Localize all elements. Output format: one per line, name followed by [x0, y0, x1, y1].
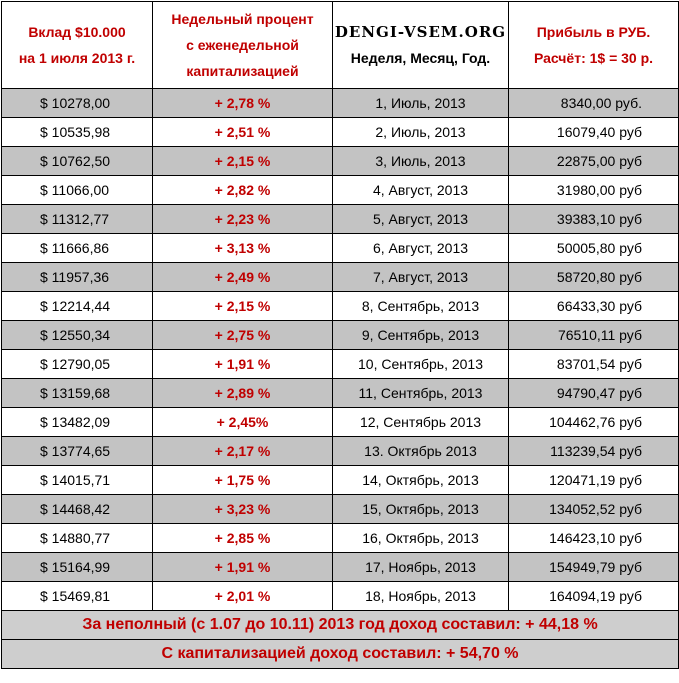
deposit-cell: $ 12550,34 — [2, 321, 153, 350]
percent-cell: + 2,49 % — [153, 263, 333, 292]
deposit-cell: $ 12214,44 — [2, 292, 153, 321]
period-cell: 12, Сентябрь 2013 — [333, 408, 509, 437]
profit-cell: 8340,00 руб. — [509, 89, 679, 118]
percent-cell: + 2,75 % — [153, 321, 333, 350]
percent-cell: + 3,23 % — [153, 495, 333, 524]
header-percent-line3: капитализацией — [186, 63, 299, 79]
table-row — [2, 379, 679, 408]
profit-cell: 22875,00 руб — [509, 147, 679, 176]
header-profit-line2: Расчёт: 1$ = 30 р. — [533, 50, 654, 66]
profit-cell: 146423,10 руб — [509, 524, 679, 553]
profit-cell: 134052,52 руб — [509, 495, 679, 524]
percent-cell: + 2,01 % — [153, 582, 333, 611]
percent-cell: + 2,85 % — [153, 524, 333, 553]
header-percent-line1: Недельный процент — [171, 11, 314, 27]
profit-cell: 94790,47 руб — [509, 379, 679, 408]
percent-cell: + 2,82 % — [153, 176, 333, 205]
table-row — [2, 437, 679, 466]
deposit-cell: $ 10278,00 — [2, 89, 153, 118]
profit-cell: 50005,80 руб — [509, 234, 679, 263]
percent-cell: + 2,45% — [153, 408, 333, 437]
deposit-cell: $ 15469,81 — [2, 582, 153, 611]
deposit-cell: $ 15164,99 — [2, 553, 153, 582]
deposit-cell: $ 13774,65 — [2, 437, 153, 466]
header-period — [333, 2, 509, 89]
period-cell: 17, Ноябрь, 2013 — [333, 553, 509, 582]
header-profit — [509, 2, 679, 89]
table-row — [2, 234, 679, 263]
profit-cell: 66433,30 руб — [509, 292, 679, 321]
table-row — [2, 292, 679, 321]
footer-summary: За неполный (с 1.07 до 10.11) 2013 год доход составил: + 44,18 % — [2, 611, 679, 640]
period-cell: 18, Ноябрь, 2013 — [333, 582, 509, 611]
table-row — [2, 205, 679, 234]
period-cell: 15, Октябрь, 2013 — [333, 495, 509, 524]
table-row — [2, 176, 679, 205]
period-cell: 13. Октябрь 2013 — [333, 437, 509, 466]
profit-cell: 164094,19 руб — [509, 582, 679, 611]
period-cell: 7, Август, 2013 — [333, 263, 509, 292]
header-row — [2, 2, 679, 89]
period-cell: 4, Август, 2013 — [333, 176, 509, 205]
profit-cell: 113239,54 руб — [509, 437, 679, 466]
profit-cell: 58720,80 руб — [509, 263, 679, 292]
profit-cell: 83701,54 руб — [509, 350, 679, 379]
table-row — [2, 89, 679, 118]
table-row — [2, 263, 679, 292]
header-percent — [153, 2, 333, 89]
percent-cell: + 2,89 % — [153, 379, 333, 408]
profit-cell: 39383,10 руб — [509, 205, 679, 234]
percent-cell: + 1,91 % — [153, 350, 333, 379]
percent-cell: + 1,91 % — [153, 553, 333, 582]
period-cell: 3, Июль, 2013 — [333, 147, 509, 176]
profit-cell: 104462,76 руб — [509, 408, 679, 437]
percent-cell: + 2,23 % — [153, 205, 333, 234]
deposit-cell: $ 11957,36 — [2, 263, 153, 292]
profit-cell: 31980,00 руб — [509, 176, 679, 205]
header-deposit — [2, 2, 153, 89]
table-row — [2, 408, 679, 437]
percent-cell: + 1,75 % — [153, 466, 333, 495]
table-row — [2, 582, 679, 611]
percent-cell: + 2,51 % — [153, 118, 333, 147]
deposit-cell: $ 14880,77 — [2, 524, 153, 553]
table-row — [2, 350, 679, 379]
footer-row-1 — [2, 611, 679, 640]
period-cell: 5, Август, 2013 — [333, 205, 509, 234]
deposit-cell: $ 11666,86 — [2, 234, 153, 263]
deposit-cell: $ 13482,09 — [2, 408, 153, 437]
percent-cell: + 3,13 % — [153, 234, 333, 263]
footer-capitalization: С капитализацией доход составил: + 54,70 % — [2, 640, 679, 669]
period-cell: 2, Июль, 2013 — [333, 118, 509, 147]
deposit-cell: $ 12790,05 — [2, 350, 153, 379]
deposit-cell: $ 11312,77 — [2, 205, 153, 234]
period-cell: 8, Сентябрь, 2013 — [333, 292, 509, 321]
deposit-table — [1, 1, 679, 669]
header-percent-line2: с еженедельной — [186, 37, 299, 53]
deposit-cell: $ 14015,71 — [2, 466, 153, 495]
header-deposit-line2: на 1 июля 2013 г. — [18, 50, 136, 66]
table-row — [2, 466, 679, 495]
table-row — [2, 118, 679, 147]
percent-cell: + 2,78 % — [153, 89, 333, 118]
period-cell: 11, Сентябрь, 2013 — [333, 379, 509, 408]
table-row — [2, 553, 679, 582]
period-cell: 1, Июль, 2013 — [333, 89, 509, 118]
period-cell: 6, Август, 2013 — [333, 234, 509, 263]
deposit-cell: $ 10535,98 — [2, 118, 153, 147]
deposit-cell: $ 10762,50 — [2, 147, 153, 176]
table-row — [2, 495, 679, 524]
table-row — [2, 321, 679, 350]
header-period-label: Неделя, Месяц, Год. — [350, 50, 491, 66]
period-cell: 10, Сентябрь, 2013 — [333, 350, 509, 379]
table-row — [2, 524, 679, 553]
period-cell: 16, Октябрь, 2013 — [333, 524, 509, 553]
period-cell: 14, Октябрь, 2013 — [333, 466, 509, 495]
profit-cell: 154949,79 руб — [509, 553, 679, 582]
percent-cell: + 2,17 % — [153, 437, 333, 466]
profit-cell: 120471,19 руб — [509, 466, 679, 495]
percent-cell: + 2,15 % — [153, 292, 333, 321]
profit-cell: 16079,40 руб — [509, 118, 679, 147]
deposit-cell: $ 14468,42 — [2, 495, 153, 524]
site-name: DENGI-VSEM.ORG — [334, 23, 507, 41]
percent-cell: + 2,15 % — [153, 147, 333, 176]
header-profit-line1: Прибыль в РУБ. — [536, 24, 651, 40]
deposit-cell: $ 13159,68 — [2, 379, 153, 408]
header-deposit-line1: Вклад $10.000 — [28, 24, 126, 40]
table-row — [2, 147, 679, 176]
profit-cell: 76510,11 руб — [509, 321, 679, 350]
footer-row-2 — [2, 640, 679, 669]
period-cell: 9, Сентябрь, 2013 — [333, 321, 509, 350]
deposit-cell: $ 11066,00 — [2, 176, 153, 205]
